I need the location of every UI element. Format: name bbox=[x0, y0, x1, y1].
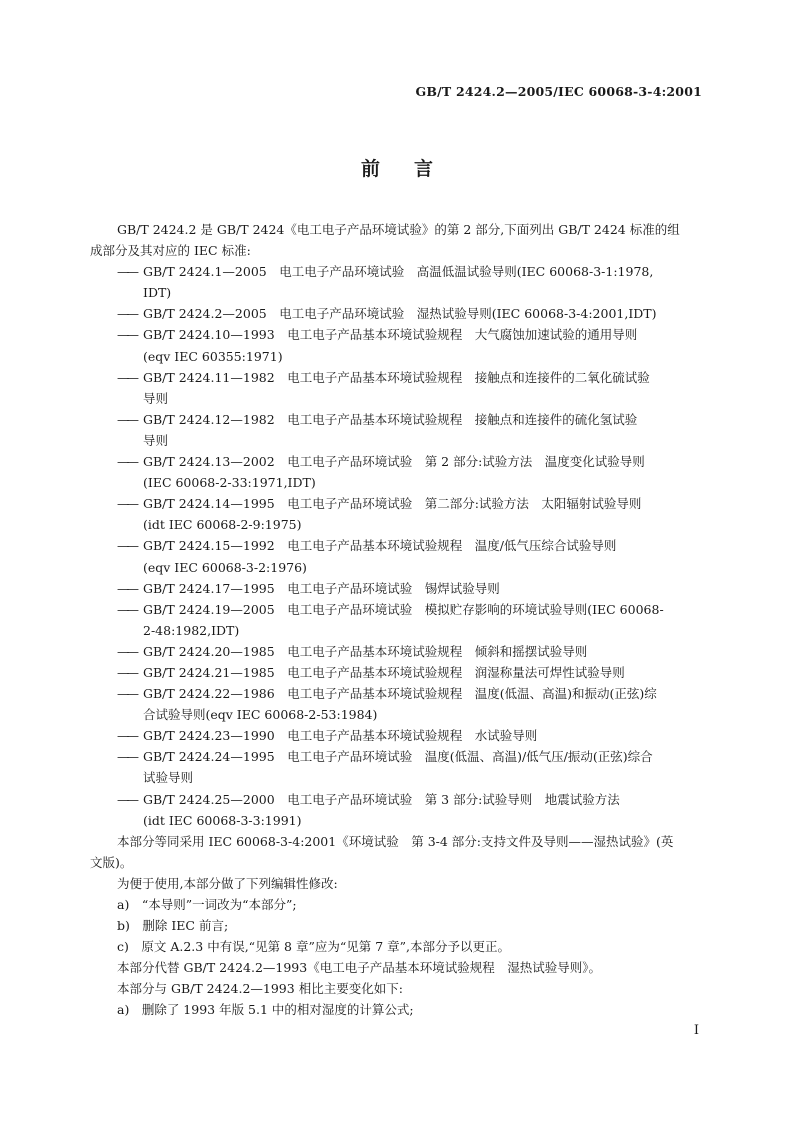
standard-item-text: GB/T 2424.22—1986 电工电子产品基本环境试验规程 温度(低温、高温)和振动(正弦)综 bbox=[143, 686, 657, 702]
list-dash: —— bbox=[117, 643, 136, 659]
list-dash: —— bbox=[117, 369, 136, 385]
intro-line-2: 成部分及其对应的 IEC 标准: bbox=[90, 243, 251, 259]
edit-item-c: c) 原文 A.2.3 中有误,“见第 8 章”应为“见第 7 章”,本部分予以更正。 bbox=[117, 939, 511, 955]
standard-item-text: GB/T 2424.1—2005 电工电子产品环境试验 高温低温试验导则(IEC 60068-3-1:1978, bbox=[143, 264, 654, 280]
list-dash: —— bbox=[117, 411, 136, 427]
standard-item-continuation: 导则 bbox=[143, 390, 169, 406]
standards-list bbox=[117, 261, 707, 831]
standard-list-item bbox=[117, 409, 707, 430]
standard-item-continuation: 2-48:1982,IDT) bbox=[143, 622, 240, 638]
standard-list-item bbox=[117, 451, 707, 472]
list-dash: —— bbox=[117, 749, 136, 765]
list-dash: —— bbox=[117, 580, 136, 596]
list-dash: —— bbox=[117, 327, 136, 343]
standard-item-text: GB/T 2424.11—1982 电工电子产品基本环境试验规程 接触点和连接件的二氧化硫试验 bbox=[143, 369, 650, 385]
list-dash: —— bbox=[117, 686, 136, 702]
standard-list-item bbox=[117, 324, 707, 345]
standard-item-text: GB/T 2424.25—2000 电工电子产品环境试验 第 3 部分:试验导则 地震试验方法 bbox=[143, 791, 620, 807]
list-dash: —— bbox=[117, 601, 136, 617]
adopt-line-1: 本部分等同采用 IEC 60068-3-4:2001《环境试验 第 3-4 部分:支持文件及导则——湿热试验》(英 bbox=[117, 833, 674, 849]
standard-list-item bbox=[117, 261, 707, 282]
standard-item-text: GB/T 2424.20—1985 电工电子产品基本环境试验规程 倾斜和摇摆试验导则 bbox=[143, 643, 588, 659]
standard-item-text: GB/T 2424.21—1985 电工电子产品基本环境试验规程 润湿称量法可焊性试验导则 bbox=[143, 664, 625, 680]
list-dash: —— bbox=[117, 496, 136, 512]
standard-item-text: GB/T 2424.12—1982 电工电子产品基本环境试验规程 接触点和连接件的硫化氢试验 bbox=[143, 411, 638, 427]
standard-item-continuation: (idt IEC 60068-2-9:1975) bbox=[143, 517, 302, 533]
page-title: 前言 bbox=[360, 158, 467, 180]
standard-item-continuation: (eqv IEC 60355:1971) bbox=[143, 348, 283, 364]
standard-code-header: GB/T 2424.2—2005/IEC 60068-3-4:2001 bbox=[415, 84, 702, 99]
list-dash: —— bbox=[117, 264, 136, 280]
standard-list-item bbox=[117, 662, 707, 683]
standard-item-continuation: 试验导则 bbox=[143, 770, 194, 786]
standard-item-continuation: (idt IEC 60068-3-3:1991) bbox=[143, 812, 302, 828]
edit-item-b: b) 删除 IEC 前言; bbox=[117, 918, 229, 934]
standard-list-item bbox=[117, 535, 707, 556]
standard-item-continuation: 合试验导则(eqv IEC 60068-2-53:1984) bbox=[143, 707, 378, 723]
standard-item-text: GB/T 2424.2—2005 电工电子产品环境试验 湿热试验导则(IEC 60068-3-4:2001,IDT) bbox=[143, 306, 657, 322]
standard-list-item bbox=[117, 725, 707, 746]
list-dash: —— bbox=[117, 664, 136, 680]
standard-list-item bbox=[117, 367, 707, 388]
list-dash: —— bbox=[117, 538, 136, 554]
changes-intro: 本部分与 GB/T 2424.2—1993 相比主要变化如下: bbox=[117, 981, 403, 997]
standard-list-item bbox=[117, 599, 707, 620]
intro-line-1: GB/T 2424.2 是 GB/T 2424《电工电子产品环境试验》的第 2 部分,下面列出 GB/T 2424 标准的组 bbox=[117, 222, 680, 237]
standard-list-item bbox=[117, 641, 707, 662]
replace-statement: 本部分代替 GB/T 2424.2—1993《电工电子产品基本环境试验规程 湿热试验导则》。 bbox=[117, 960, 601, 976]
page-number: I bbox=[693, 1023, 699, 1038]
standard-item-text: GB/T 2424.19—2005 电工电子产品环境试验 模拟贮存影响的环境试验导则(IEC 60068- bbox=[143, 601, 664, 617]
standard-item-continuation: (IEC 60068-2-33:1971,IDT) bbox=[143, 475, 316, 491]
standard-item-text: GB/T 2424.24—1995 电工电子产品环境试验 温度(低温、高温)/低气压/振动(正弦)综合 bbox=[143, 749, 653, 765]
standard-list-item bbox=[117, 303, 707, 324]
list-dash: —— bbox=[117, 454, 136, 470]
list-dash: —— bbox=[117, 306, 136, 322]
edit-intro: 为便于使用,本部分做了下列编辑性修改: bbox=[117, 875, 338, 891]
change-item-a: a) 删除了 1993 年版 5.1 中的相对湿度的计算公式; bbox=[117, 1002, 414, 1018]
standard-item-text: GB/T 2424.10—1993 电工电子产品基本环境试验规程 大气腐蚀加速试验的通用导则 bbox=[143, 327, 638, 343]
standard-item-text: GB/T 2424.23—1990 电工电子产品基本环境试验规程 水试验导则 bbox=[143, 728, 538, 744]
standard-item-text: GB/T 2424.17—1995 电工电子产品环境试验 锡焊试验导则 bbox=[143, 580, 500, 596]
list-dash: —— bbox=[117, 728, 136, 744]
standard-list-item bbox=[117, 578, 707, 599]
adopt-line-2: 文版)。 bbox=[90, 854, 133, 870]
standard-list-item bbox=[117, 746, 707, 767]
standard-item-text: GB/T 2424.13—2002 电工电子产品环境试验 第 2 部分:试验方法 温度变化试验导则 bbox=[143, 454, 645, 470]
standard-item-text: GB/T 2424.15—1992 电工电子产品基本环境试验规程 温度/低气压综合试验导则 bbox=[143, 538, 617, 554]
standard-list-item bbox=[117, 493, 707, 514]
standard-list-item bbox=[117, 683, 707, 704]
standard-item-continuation: 导则 bbox=[143, 432, 169, 448]
list-dash: —— bbox=[117, 791, 136, 807]
standard-list-item bbox=[117, 789, 707, 810]
edit-item-a: a) “本导则”一词改为“本部分”; bbox=[117, 897, 297, 912]
document-body bbox=[90, 219, 707, 1021]
standard-item-continuation: (eqv IEC 60068-3-2:1976) bbox=[143, 559, 307, 575]
standard-item-continuation: IDT) bbox=[143, 285, 172, 301]
standard-item-text: GB/T 2424.14—1995 电工电子产品环境试验 第二部分:试验方法 太阳辐射试验导则 bbox=[143, 496, 642, 512]
